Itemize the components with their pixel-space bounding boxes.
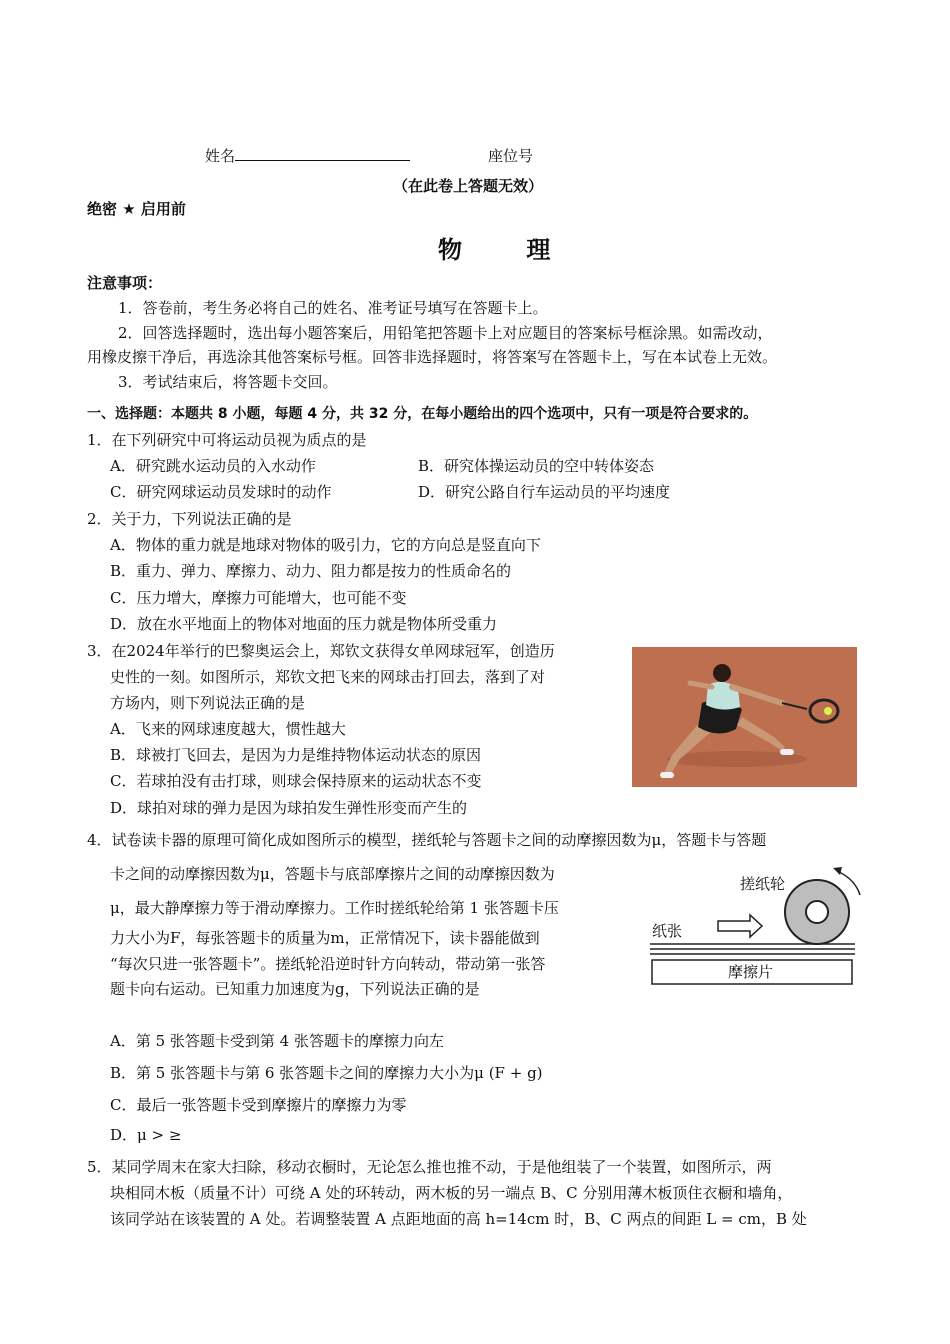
q5-stem-3: 该同学站在该装置的 A 处。若调整装置 A 点距地面的高 h=14cm 时，B、C 两点的间距 L = cm，B 处 <box>110 1210 807 1228</box>
q3-stem-3: 方场内，则下列说法正确的是 <box>110 694 306 712</box>
q1-option-d: D．研究公路自行车运动员的平均速度 <box>418 483 671 501</box>
q4-stem-1: 4．试卷读卡器的原理可简化成如图所示的模型，搓纸轮与答题卡之间的动摩擦因数为μ，答题卡与答题 <box>87 831 767 849</box>
tennis-photo <box>632 647 857 787</box>
q5-stem-1: 5．某同学周末在家大扫除，移动衣橱时，无论怎么推也推不动，于是他组装了一个装置，如图所示，两 <box>87 1158 772 1176</box>
notice-item-2: 2．回答选择题时，选出每小题答案后，用铅笔把答题卡上对应题目的答案标号框涂黑。如需改动， <box>118 324 773 342</box>
push-arrow <box>718 915 762 937</box>
q3-option-d: D．球拍对球的弹力是因为球拍发生弹性形变而产生的 <box>110 799 468 817</box>
name-blank <box>235 146 410 161</box>
q4-stem-2: 卡之间的动摩擦因数为μ，答题卡与底部摩擦片之间的动摩擦因数为 <box>110 865 555 883</box>
q4-stem-5: “每次只进一张答题卡”。搓纸轮沿逆时针方向转动，带动第一张答 <box>110 955 546 973</box>
q4-option-a: A．第 5 张答题卡受到第 4 张答题卡的摩擦力向左 <box>110 1032 444 1050</box>
q1-option-a: A．研究跳水运动员的入水动作 <box>110 457 316 475</box>
q2-stem: 2．关于力，下列说法正确的是 <box>87 510 292 528</box>
notice-item-2-cont: 用橡皮擦干净后，再选涂其他答案标号框。回答非选择题时，将答案写在答题卡上，写在本试卷上无效。 <box>87 348 778 366</box>
q3-option-a: A．飞来的网球速度越大，惯性越大 <box>110 720 346 738</box>
q2-option-b: B．重力、弹力、摩擦力、动力、阻力都是按力的性质命名的 <box>110 562 512 580</box>
q2-option-d: D．放在水平地面上的物体对地面的压力就是物体所受重力 <box>110 615 498 633</box>
q4-stem-3: μ，最大静摩擦力等于滑动摩擦力。工作时搓纸轮给第 1 张答题卡压 <box>110 899 559 917</box>
q4-option-b: B．第 5 张答题卡与第 6 张答题卡之间的摩擦力大小为μ (F + g) <box>110 1064 543 1082</box>
q1-stem: 1．在下列研究中可将运动员视为质点的是 <box>87 431 367 449</box>
invalid-note: （在此卷上答题无效） <box>393 177 544 195</box>
q1-option-b: B．研究体操运动员的空中转体姿态 <box>418 457 655 475</box>
q4-stem-4: 力大小为F，每张答题卡的质量为m，正常情况下，读卡器能做到 <box>110 929 540 947</box>
q2-option-a: A．物体的重力就是地球对物体的吸引力，它的方向总是竖直向下 <box>110 536 541 554</box>
q4-option-c: C．最后一张答题卡受到摩擦片的摩擦力为零 <box>110 1096 407 1114</box>
q3-option-b: B．球被打飞回去，是因为力是维持物体运动状态的原因 <box>110 746 482 764</box>
q3-stem-2: 史性的一刻。如图所示，郑钦文把飞来的网球击打回去，落到了对 <box>110 668 546 686</box>
q2-option-c: C．压力增大，摩擦力可能增大，也可能不变 <box>110 589 407 607</box>
card-reader-diagram <box>650 865 865 990</box>
q3-option-c: C．若球拍没有击打球，则球会保持原来的运动状态不变 <box>110 772 482 790</box>
roller-label: 搓纸轮 <box>740 875 786 893</box>
section-heading: 一、选择题：本题共 8 小题，每题 4 分，共 32 分，在每小题给出的四个选项中，只有一项是符合要求的。 <box>87 406 758 422</box>
notice-heading: 注意事项： <box>87 274 163 292</box>
q5-stem-2: 块相同木板（质量不计）可绕 A 处的环转动，两木板的另一端点 B、C 分别用薄木板顶住衣橱和墙角， <box>110 1184 793 1202</box>
q1-option-c: C．研究网球运动员发球时的动作 <box>110 483 332 501</box>
notice-item-1: 1．答卷前，考生务必将自己的姓名、准考证号填写在答题卡上。 <box>118 299 548 317</box>
secret-label: 绝密 ★ 启用前 <box>87 200 186 218</box>
q4-stem-6: 题卡向右运动。已知重力加速度为g，下列说法正确的是 <box>110 980 480 998</box>
name-label: 姓名 <box>205 147 236 165</box>
roller-hub <box>806 901 828 923</box>
notice-item-3: 3．考试结束后，将答题卡交回。 <box>118 373 338 391</box>
q3-stem-1: 3．在2024年举行的巴黎奥运会上，郑钦文获得女单网球冠军，创造历 <box>87 642 555 660</box>
seat-label: 座位号 <box>488 147 534 165</box>
pad-label: 摩擦片 <box>728 963 774 981</box>
paper-label: 纸张 <box>652 922 683 940</box>
name-field <box>205 145 410 166</box>
page-title: 物 理 <box>438 235 579 264</box>
q4-option-d: D．μ > ≥ <box>110 1126 182 1144</box>
